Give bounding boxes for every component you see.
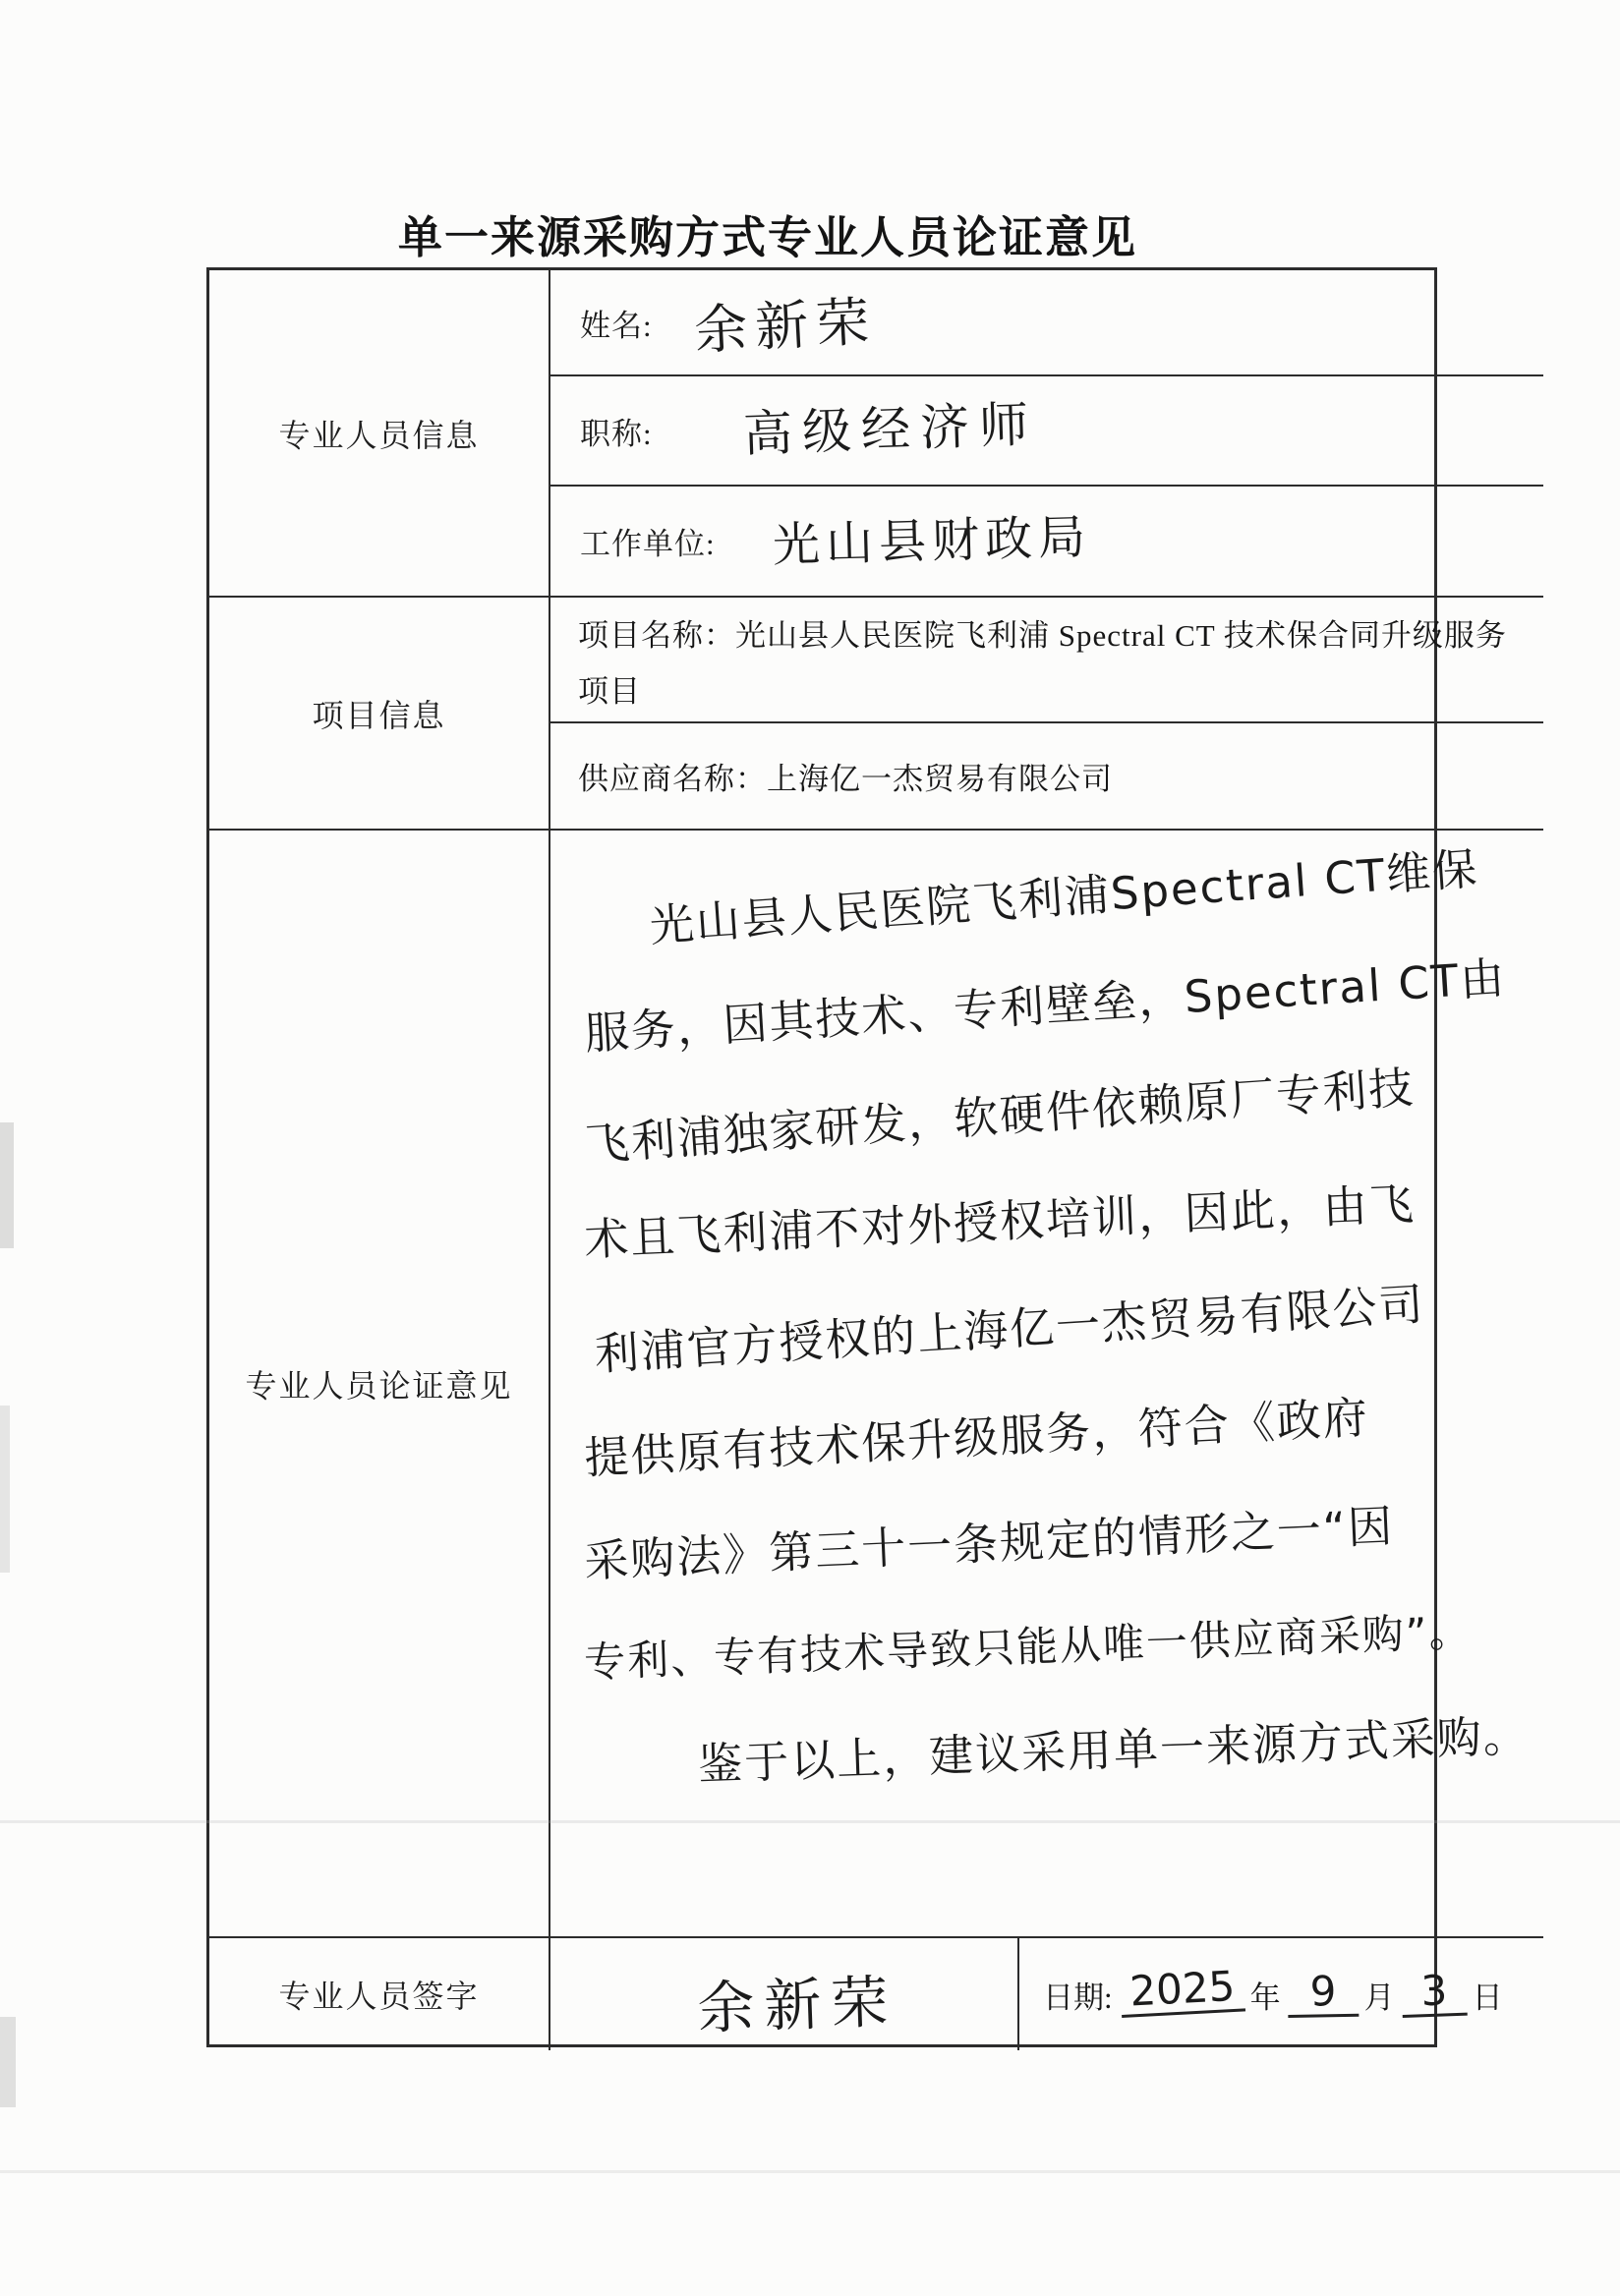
row-supplier-name: 供应商名称：上海亿一杰贸易有限公司 <box>549 721 1543 829</box>
opinion-line: 术且飞利浦不对外授权培训，因此，由飞 <box>583 1177 1417 1266</box>
scan-artifact <box>0 2170 1620 2173</box>
section-label-project-info: 项目信息 <box>209 596 549 829</box>
date-month-handwritten: 9 <box>1287 1970 1359 2017</box>
form-table <box>206 267 1531 2047</box>
opinion-line: 光山县人民医院飞利浦Spectral CT维保 <box>648 842 1480 952</box>
opinion-line: 利浦官方授权的上海亿一杰贸易有限公司 <box>593 1278 1426 1381</box>
opinion-line: 采购法》第三十一条规定的情形之一“因 <box>583 1500 1396 1587</box>
row-job-title <box>549 374 1543 485</box>
section-label-signature: 专业人员签字 <box>209 1936 549 2050</box>
section-label-opinion: 专业人员论证意见 <box>209 829 549 1936</box>
job-title-label: 职称: <box>580 416 653 451</box>
row-work-unit <box>549 485 1543 596</box>
opinion-handwritten-block <box>549 829 1543 1936</box>
document-title: 单一来源采购方式专业人员论证意见 <box>397 212 1137 262</box>
opinion-line: 鉴于以上，建议采用单一来源方式采购。 <box>697 1709 1531 1791</box>
opinion-line: 服务，因其技术、专利壁垒，Spectral CT由 <box>583 951 1508 1061</box>
scan-artifact <box>0 1122 14 1248</box>
job-title-handwritten-value: 高级经济师 <box>741 395 1039 463</box>
date-day-unit: 日 <box>1472 1980 1504 2015</box>
row-project-name: 项目名称：光山县人民医院飞利浦 Spectral CT 技术保合同升级服务项目 <box>549 596 1543 721</box>
row-signature-date <box>549 1936 1543 2050</box>
date-year-handwritten: 2025 <box>1119 1965 1244 2018</box>
name-label: 姓名: <box>580 308 653 343</box>
work-unit-label: 工作单位: <box>580 527 716 561</box>
opinion-line: 飞利浦独家研发，软硬件依赖原厂专利技 <box>583 1061 1417 1172</box>
date-label: 日期: <box>1043 1980 1113 2015</box>
scan-artifact <box>0 2017 16 2107</box>
scan-artifact <box>0 1406 10 1573</box>
section-label-personnel-info: 专业人员信息 <box>278 417 480 453</box>
opinion-line: 提供原有技术保升级服务，符合《政府 <box>583 1391 1370 1485</box>
row-name <box>549 270 1543 374</box>
work-unit-handwritten-value: 光山县财政局 <box>772 509 1092 573</box>
signature-handwritten: 余新荣 <box>696 1968 900 2042</box>
date-year-unit: 年 <box>1249 1980 1282 2015</box>
name-handwritten-value: 余新荣 <box>692 289 879 362</box>
date-day-handwritten: 3 <box>1401 1969 1468 2017</box>
date-month-unit: 月 <box>1363 1980 1396 2015</box>
date-cell <box>1017 1938 1543 2050</box>
opinion-line: 专利、专有技术导致只能从唯一供应商采购”。 <box>583 1607 1474 1687</box>
signature-cell <box>550 1938 1017 2050</box>
